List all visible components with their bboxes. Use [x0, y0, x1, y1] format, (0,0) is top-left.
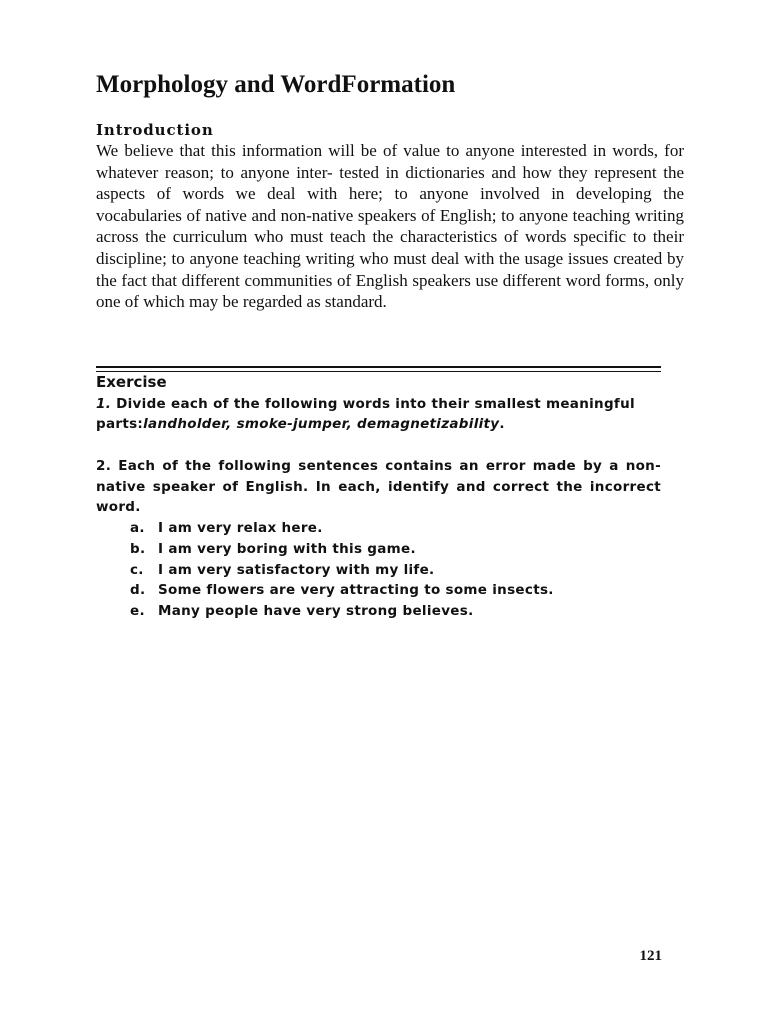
list-item-text: Some flowers are very attracting to some insects.: [158, 582, 554, 599]
list-item: [130, 560, 554, 581]
list-item: [130, 518, 554, 539]
exercise-question-2: 2. Each of the following sentences contains an error made by a non-native speaker of English. In each, identify and correct the incorrect word.: [96, 458, 661, 515]
question-1-end: .: [499, 416, 505, 432]
list-item-text: I am very boring with this game.: [158, 540, 416, 557]
list-item-text: Many people have very strong believes.: [158, 603, 474, 620]
question-1-number: 1.: [96, 396, 112, 412]
list-item-text: I am very relax here.: [158, 520, 323, 536]
section-divider-thin: [96, 371, 661, 372]
list-item: [130, 580, 554, 601]
question-1-words: landholder, smoke-jumper, demagnetizability: [143, 416, 500, 432]
section-divider-thick: [96, 366, 661, 368]
list-item: [130, 539, 554, 560]
list-item-marker: c.: [130, 561, 144, 578]
exercise-heading: Exercise: [96, 373, 167, 391]
list-item-text: I am very satisfactory with my life.: [158, 561, 435, 578]
list-item: [130, 601, 554, 622]
page-number: 121: [639, 948, 662, 964]
exercise-question-1: [96, 394, 661, 434]
list-item-marker: a.: [130, 520, 145, 536]
introduction-heading: Introduction: [96, 121, 214, 139]
introduction-paragraph: We believe that this information will be of value to anyone interested in words, for whatever reason; to anyone inter- tested in dictionaries and how they represent the aspects of words we deal with here; to anyone involved in developing the vocabularies of native and non-native speakers of English; to anyone teaching writing across the curriculum who must teach the characteristics of words specific to their discipline; to anyone teaching writing who must deal with the usage issues created by the fact that different communities of English speakers use different word forms, only one of which may be regarded as standard.: [96, 141, 684, 312]
list-item-marker: e.: [130, 603, 145, 620]
question-2-sentence-list: [130, 518, 554, 622]
question-1-text: Divide each of the following words into their smallest meaningful parts:: [96, 396, 635, 432]
page-title: Morphology and WordFormation: [96, 71, 456, 98]
list-item-marker: b.: [130, 540, 146, 557]
list-item-marker: d.: [130, 582, 146, 599]
